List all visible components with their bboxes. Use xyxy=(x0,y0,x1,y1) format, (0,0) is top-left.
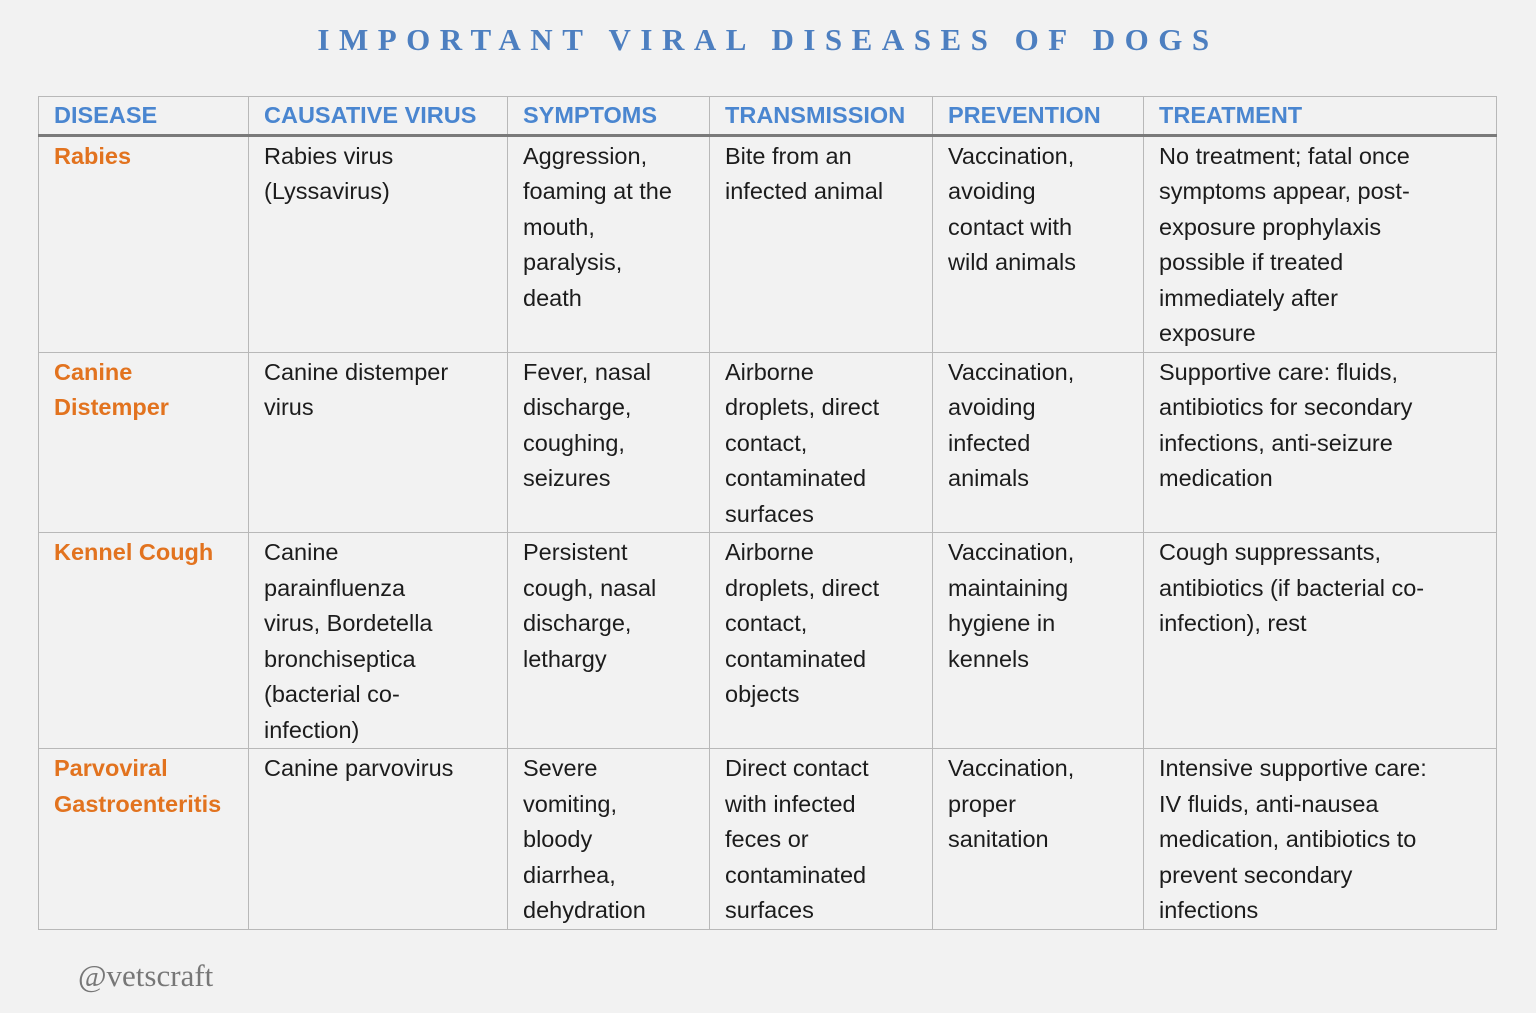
cell-line: Gastroenteritis xyxy=(54,790,222,817)
cell-line: lethargy xyxy=(523,645,607,672)
cell-line: contact with xyxy=(948,213,1073,240)
header-treatment: TREATMENT xyxy=(1144,97,1497,136)
cell-line: death xyxy=(523,284,582,311)
cell-line: exposure prophylaxis xyxy=(1159,213,1382,240)
cell-line: parainfluenza xyxy=(264,574,406,601)
cell-line: Kennel Cough xyxy=(54,539,214,565)
cell-line: discharge, xyxy=(523,394,632,420)
cell-line: Airborne xyxy=(725,358,814,385)
header-symptoms: SYMPTOMS xyxy=(508,97,710,136)
header-row xyxy=(39,97,1497,136)
cell-transmission xyxy=(710,749,933,930)
cell-line: coughing, xyxy=(523,429,625,456)
cell-line: droplets, direct xyxy=(725,574,880,601)
cell-line: infected xyxy=(948,429,1031,456)
cell-causative-virus xyxy=(249,533,508,749)
cell-line: symptoms appear, post- xyxy=(1159,178,1410,204)
cell-line: Canine parvovirus xyxy=(264,755,454,781)
cell-line: No treatment; fatal once xyxy=(1159,142,1410,169)
cell-line: contaminated xyxy=(725,645,867,672)
cell-line: Supportive care: fluids, xyxy=(1159,358,1399,385)
cell-line: dehydration xyxy=(523,897,646,923)
cell-line: prevent secondary xyxy=(1159,861,1353,888)
cell-line: surfaces xyxy=(725,897,814,923)
cell-line: Aggression, xyxy=(523,142,648,169)
cell-line: Parvoviral xyxy=(54,755,168,781)
cell-disease xyxy=(39,352,249,533)
cell-prevention xyxy=(933,749,1144,930)
cell-line: Rabies virus xyxy=(264,142,394,169)
cell-treatment xyxy=(1144,352,1497,533)
watermark: @vetscraft xyxy=(78,958,214,993)
cell-line: Vaccination, xyxy=(948,755,1075,781)
cell-line: Canine distemper xyxy=(264,358,449,385)
cell-line: with infected xyxy=(725,790,856,817)
cell-line: objects xyxy=(725,681,800,707)
cell-line: foaming at the xyxy=(523,178,672,204)
table-row xyxy=(39,135,1497,352)
cell-line: mouth, xyxy=(523,213,595,240)
cell-line: Distemper xyxy=(54,394,169,420)
cell-line: surfaces xyxy=(725,500,814,527)
cell-line: vomiting, xyxy=(523,790,618,817)
cell-line: Rabies xyxy=(54,142,132,169)
cell-line: virus xyxy=(264,394,314,420)
cell-line: infections xyxy=(1159,897,1259,923)
cell-line: medication, antibiotics to xyxy=(1159,826,1417,852)
cell-treatment xyxy=(1144,533,1497,749)
cell-line: Cough suppressants, xyxy=(1159,539,1382,565)
table-row xyxy=(39,533,1497,749)
cell-line: (Lyssavirus) xyxy=(264,178,390,204)
cell-line: droplets, direct xyxy=(725,394,880,420)
cell-line: proper xyxy=(948,790,1016,817)
cell-line: maintaining xyxy=(948,574,1069,601)
cell-line: Bite from an xyxy=(725,142,852,169)
diseases-table xyxy=(38,96,1497,930)
cell-treatment xyxy=(1144,749,1497,930)
cell-line: immediately after xyxy=(1159,284,1338,311)
cell-line: sanitation xyxy=(948,826,1049,852)
cell-line: possible if treated xyxy=(1159,249,1344,275)
cell-line: Vaccination, xyxy=(948,539,1075,565)
cell-line: contaminated xyxy=(725,465,867,491)
cell-line: hygiene in xyxy=(948,610,1056,636)
cell-prevention xyxy=(933,533,1144,749)
cell-line: Vaccination, xyxy=(948,358,1075,385)
cell-line: Severe xyxy=(523,755,598,781)
header-disease: DISEASE xyxy=(39,97,249,136)
cell-line: avoiding xyxy=(948,178,1036,204)
cell-line: discharge, xyxy=(523,610,632,636)
cell-transmission xyxy=(710,533,933,749)
cell-line: Vaccination, xyxy=(948,142,1075,169)
cell-prevention xyxy=(933,135,1144,352)
cell-line: Direct contact xyxy=(725,755,869,781)
cell-line: bloody xyxy=(523,826,593,852)
table-row xyxy=(39,749,1497,930)
cell-line: infection) xyxy=(264,716,360,743)
cell-line: animals xyxy=(948,465,1029,491)
cell-line: Airborne xyxy=(725,539,814,565)
table-row xyxy=(39,352,1497,533)
cell-line: contaminated xyxy=(725,861,867,888)
cell-line: diarrhea, xyxy=(523,861,616,888)
cell-causative-virus xyxy=(249,135,508,352)
cell-line: paralysis, xyxy=(523,249,623,275)
cell-line: IV fluids, anti-nausea xyxy=(1159,790,1379,817)
cell-symptoms xyxy=(508,533,710,749)
header-transmission: TRANSMISSION xyxy=(710,97,933,136)
cell-line: exposure xyxy=(1159,320,1256,346)
cell-prevention xyxy=(933,352,1144,533)
cell-line: infected animal xyxy=(725,178,884,204)
cell-line: Intensive supportive care: xyxy=(1159,755,1427,781)
cell-line: seizures xyxy=(523,465,611,491)
cell-line: Fever, nasal xyxy=(523,358,652,385)
cell-line: feces or xyxy=(725,826,809,852)
cell-line: Canine xyxy=(54,358,133,385)
cell-line: Canine xyxy=(264,539,339,565)
cell-line: infections, anti-seizure xyxy=(1159,429,1393,456)
cell-causative-virus xyxy=(249,352,508,533)
cell-line: cough, nasal xyxy=(523,574,657,601)
cell-line: contact, xyxy=(725,610,808,636)
cell-line: antibiotics (if bacterial co- xyxy=(1159,574,1425,601)
cell-symptoms xyxy=(508,135,710,352)
cell-transmission xyxy=(710,135,933,352)
cell-line: virus, Bordetella xyxy=(264,610,433,636)
cell-disease xyxy=(39,749,249,930)
cell-symptoms xyxy=(508,352,710,533)
cell-line: infection), rest xyxy=(1159,610,1307,636)
page-title: IMPORTANT VIRAL DISEASES OF DOGS xyxy=(317,22,1219,57)
cell-treatment xyxy=(1144,135,1497,352)
cell-line: bronchiseptica xyxy=(264,645,416,672)
cell-line: Persistent xyxy=(523,539,628,565)
cell-line: antibiotics for secondary xyxy=(1159,394,1413,420)
cell-line: contact, xyxy=(725,429,808,456)
cell-disease xyxy=(39,533,249,749)
cell-causative-virus xyxy=(249,749,508,930)
header-causative-virus: CAUSATIVE VIRUS xyxy=(249,97,508,136)
header-prevention: PREVENTION xyxy=(933,97,1144,136)
cell-disease xyxy=(39,135,249,352)
cell-line: medication xyxy=(1159,465,1273,491)
cell-line: (bacterial co- xyxy=(264,681,400,707)
cell-line: avoiding xyxy=(948,394,1036,420)
cell-line: wild animals xyxy=(948,249,1076,275)
cell-symptoms xyxy=(508,749,710,930)
cell-transmission xyxy=(710,352,933,533)
cell-line: kennels xyxy=(948,645,1029,672)
